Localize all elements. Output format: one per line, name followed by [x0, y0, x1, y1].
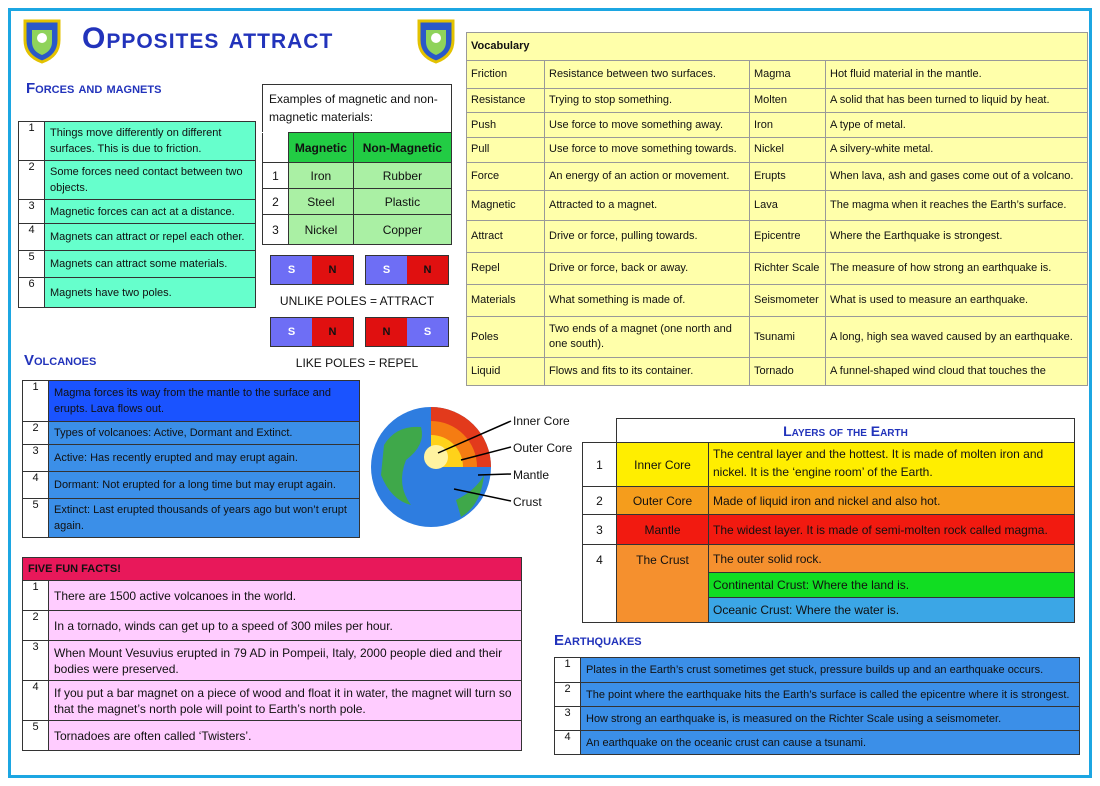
magnet-bar: S N	[270, 317, 354, 347]
item-number: 4	[19, 224, 45, 251]
row-number: 1	[263, 163, 289, 189]
list-item	[23, 499, 360, 538]
table-row	[263, 163, 452, 189]
list-item	[23, 445, 360, 472]
magnetic-material: Steel	[289, 189, 354, 215]
vocab-definition: Use force to move something away.	[545, 113, 750, 138]
item-text: There are 1500 active volcanoes in the world.	[49, 581, 522, 611]
item-text: How strong an earthquake is, is measured on the Richter Scale using a seismometer.	[581, 707, 1080, 731]
vocab-definition: Trying to stop something.	[545, 88, 750, 113]
vocab-definition: A funnel-shaped wind cloud that touches the	[826, 358, 1088, 386]
table-row	[263, 215, 452, 245]
nonmagnetic-material: Plastic	[353, 189, 451, 215]
row-number: 2	[263, 189, 289, 215]
earthquakes-heading: Earthquakes	[554, 632, 642, 649]
vocab-term: Poles	[467, 317, 545, 358]
table-row	[263, 189, 452, 215]
vocab-definition: Drive or force, back or away.	[545, 252, 750, 284]
vocab-definition: Where the Earthquake is strongest.	[826, 220, 1088, 252]
vocab-definition: What is used to measure an earthquake.	[826, 285, 1088, 317]
vocabulary-row	[467, 162, 1088, 190]
mantle-label: Mantle	[513, 468, 550, 482]
item-number: 1	[19, 122, 45, 161]
item-number: 4	[23, 472, 49, 499]
vocab-term: Pull	[467, 138, 545, 163]
vocab-definition: Two ends of a magnet (one north and one south).	[545, 317, 750, 358]
layers-table: Layers of the Earth 1 Inner Core The central layer and the hottest. It is made of molten iron and nickel. It is the ‘engine room’ of the Earth. 2 Outer Core Made of liquid iron and nickel and also hot. 3 Mantle The widest layer. It is made of semi-molten rock called magma. 4 The Crust The outer solid rock. Continental Crust: Where the land is. Oceanic Crust: Where the water is.	[582, 418, 1075, 623]
vocabulary-row	[467, 220, 1088, 252]
list-item	[23, 381, 360, 422]
vocab-definition: A long, high sea waved caused by an earthquake.	[826, 317, 1088, 358]
vocab-term: Friction	[467, 60, 545, 88]
vocab-term: Liquid	[467, 358, 545, 386]
list-item	[555, 658, 1080, 683]
vocab-term: Seismometer	[750, 285, 826, 317]
nonmagnetic-material: Rubber	[353, 163, 451, 189]
magnet-bar: S N	[270, 255, 354, 285]
oceanic-crust: Oceanic Crust: Where the water is.	[709, 598, 1075, 623]
unlike-poles-label: UNLIKE POLES = ATTRACT	[279, 294, 435, 308]
list-item	[23, 611, 522, 641]
item-text: If you put a bar magnet on a piece of wood and float it in water, the magnet will turn so that the magnet’s north pole will point to Earth’s north pole.	[49, 681, 522, 721]
item-text: Magnets have two poles.	[45, 278, 256, 308]
row-number: 3	[263, 215, 289, 245]
item-text: Things move differently on different surfaces. This is due to friction.	[45, 122, 256, 161]
vocab-term: Resistance	[467, 88, 545, 113]
layer-name: Inner Core	[617, 443, 709, 487]
vocab-term: Force	[467, 162, 545, 190]
vocab-definition: An energy of an action or movement.	[545, 162, 750, 190]
item-number: 6	[19, 278, 45, 308]
vocab-term: Erupts	[750, 162, 826, 190]
list-item	[19, 251, 256, 278]
vocabulary-row	[467, 252, 1088, 284]
vocabulary-row	[467, 317, 1088, 358]
list-item	[555, 731, 1080, 755]
vocab-definition: A silvery-white metal.	[826, 138, 1088, 163]
inner-core-label: Inner Core	[513, 414, 570, 428]
vocab-definition: Use force to move something towards.	[545, 138, 750, 163]
nonmagnetic-material: Copper	[353, 215, 451, 245]
item-text: Dormant: Not erupted for a long time but may erupt again.	[49, 472, 360, 499]
continental-crust: Continental Crust: Where the land is.	[709, 573, 1075, 598]
magnet-bar: S N	[365, 255, 449, 285]
list-item	[555, 683, 1080, 707]
vocab-term: Epicentre	[750, 220, 826, 252]
list-item	[23, 581, 522, 611]
crust-label: Crust	[513, 495, 542, 509]
list-item	[19, 224, 256, 251]
vocabulary-row	[467, 60, 1088, 88]
item-text: The point where the earthquake hits the Earth’s surface is called the epicentre where it is strongest.	[581, 683, 1080, 707]
vocabulary-row	[467, 358, 1088, 386]
vocab-definition: The magma when it reaches the Earth’s surface.	[826, 190, 1088, 220]
vocab-term: Magnetic	[467, 190, 545, 220]
layer-description: The central layer and the hottest. It is made of molten iron and nickel. It is the ‘engine room’ of the Earth.	[709, 443, 1075, 487]
vocab-term: Iron	[750, 113, 826, 138]
item-text: Magma forces its way from the mantle to the surface and erupts. Lava flows out.	[49, 381, 360, 422]
item-text: Active: Has recently erupted and may erupt again.	[49, 445, 360, 472]
vocabulary-table	[466, 32, 1088, 386]
item-text: Magnetic forces can act at a distance.	[45, 200, 256, 224]
vocab-definition: A solid that has been turned to liquid by heat.	[826, 88, 1088, 113]
item-text: In a tornado, winds can get up to a speed of 300 miles per hour.	[49, 611, 522, 641]
item-number: 2	[555, 683, 581, 707]
layer-description: Made of liquid iron and nickel and also hot.	[709, 487, 1075, 515]
magnetic-material: Iron	[289, 163, 354, 189]
page-title: Opposites attract	[82, 22, 334, 55]
magnetic-header: Magnetic	[289, 133, 354, 163]
list-item	[23, 681, 522, 721]
vocab-term: Richter Scale	[750, 252, 826, 284]
item-number: 2	[23, 422, 49, 445]
vocab-definition: When lava, ash and gases come out of a volcano.	[826, 162, 1088, 190]
item-text: An earthquake on the oceanic crust can cause a tsunami.	[581, 731, 1080, 755]
like-poles-label: LIKE POLES = REPEL	[295, 356, 419, 370]
materials-caption: Examples of magnetic and non-magnetic materials:	[262, 84, 452, 132]
list-item	[23, 422, 360, 445]
magnetic-material: Nickel	[289, 215, 354, 245]
layer-name: Mantle	[617, 515, 709, 545]
vocab-definition: The measure of how strong an earthquake is.	[826, 252, 1088, 284]
vocab-term: Tornado	[750, 358, 826, 386]
item-number: 1	[23, 581, 49, 611]
vocabulary-row	[467, 285, 1088, 317]
vocab-term: Molten	[750, 88, 826, 113]
vocabulary-row	[467, 113, 1088, 138]
item-number: 3	[23, 445, 49, 472]
vocab-definition: Flows and fits to its container.	[545, 358, 750, 386]
list-item	[19, 200, 256, 224]
magnet-bar: N S	[365, 317, 449, 347]
vocabulary-row	[467, 190, 1088, 220]
item-text: Tornadoes are often called ‘Twisters’.	[49, 721, 522, 751]
vocab-definition: What something is made of.	[545, 285, 750, 317]
vocab-term: Magma	[750, 60, 826, 88]
vocabulary-row	[467, 88, 1088, 113]
item-number: 2	[19, 161, 45, 200]
vocab-term: Attract	[467, 220, 545, 252]
vocabulary-row	[467, 138, 1088, 163]
item-number: 2	[23, 611, 49, 641]
vocabulary-heading: Vocabulary	[467, 33, 1088, 61]
volcanoes-table	[22, 380, 360, 538]
item-text: Extinct: Last erupted thousands of years ago but won’t erupt again.	[49, 499, 360, 538]
item-text: Plates in the Earth’s crust sometimes get stuck, pressure builds up and an earthquake occurs.	[581, 658, 1080, 683]
item-number: 3	[23, 641, 49, 681]
earthquakes-table	[554, 657, 1080, 755]
item-number: 5	[23, 499, 49, 538]
vocab-definition: A type of metal.	[826, 113, 1088, 138]
list-item	[19, 122, 256, 161]
list-item	[23, 641, 522, 681]
vocab-definition: Resistance between two surfaces.	[545, 60, 750, 88]
vocab-term: Nickel	[750, 138, 826, 163]
outer-core-label: Outer Core	[513, 441, 573, 455]
item-text: Magnets can attract or repel each other.	[45, 224, 256, 251]
layer-description: The outer solid rock.	[709, 545, 1075, 573]
item-number: 5	[19, 251, 45, 278]
vocab-term: Materials	[467, 285, 545, 317]
item-number: 4	[23, 681, 49, 721]
school-crest-icon	[416, 18, 456, 64]
vocab-definition: Drive or force, pulling towards.	[545, 220, 750, 252]
vocab-term: Push	[467, 113, 545, 138]
vocab-definition: Hot fluid material in the mantle.	[826, 60, 1088, 88]
fun-facts-table	[22, 557, 522, 751]
item-text: When Mount Vesuvius erupted in 79 AD in Pompeii, Italy, 2000 people died and their bodies were preserved.	[49, 641, 522, 681]
fun-facts-heading: FIVE FUN FACTS!	[23, 558, 522, 581]
forces-table	[18, 121, 256, 308]
vocab-definition: Attracted to a magnet.	[545, 190, 750, 220]
item-text: Some forces need contact between two objects.	[45, 161, 256, 200]
list-item	[23, 721, 522, 751]
item-number: 5	[23, 721, 49, 751]
school-crest-icon	[22, 18, 62, 64]
item-number: 1	[555, 658, 581, 683]
list-item	[23, 472, 360, 499]
list-item	[555, 707, 1080, 731]
layer-name: Outer Core	[617, 487, 709, 515]
item-number: 3	[19, 200, 45, 224]
layer-description: The widest layer. It is made of semi-molten rock called magma.	[709, 515, 1075, 545]
nonmagnetic-header: Non-Magnetic	[353, 133, 451, 163]
layer-name: The Crust	[617, 545, 709, 623]
item-text: Magnets can attract some materials.	[45, 251, 256, 278]
item-number: 1	[23, 381, 49, 422]
forces-heading: Forces and magnets	[26, 80, 162, 97]
vocab-term: Lava	[750, 190, 826, 220]
volcanoes-heading: Volcanoes	[24, 352, 97, 369]
layers-heading: Layers of the Earth	[617, 419, 1075, 443]
list-item	[19, 161, 256, 200]
item-number: 4	[555, 731, 581, 755]
list-item	[19, 278, 256, 308]
item-number: 3	[555, 707, 581, 731]
item-text: Types of volcanoes: Active, Dormant and Extinct.	[49, 422, 360, 445]
materials-table	[262, 132, 452, 245]
vocab-term: Tsunami	[750, 317, 826, 358]
vocab-term: Repel	[467, 252, 545, 284]
